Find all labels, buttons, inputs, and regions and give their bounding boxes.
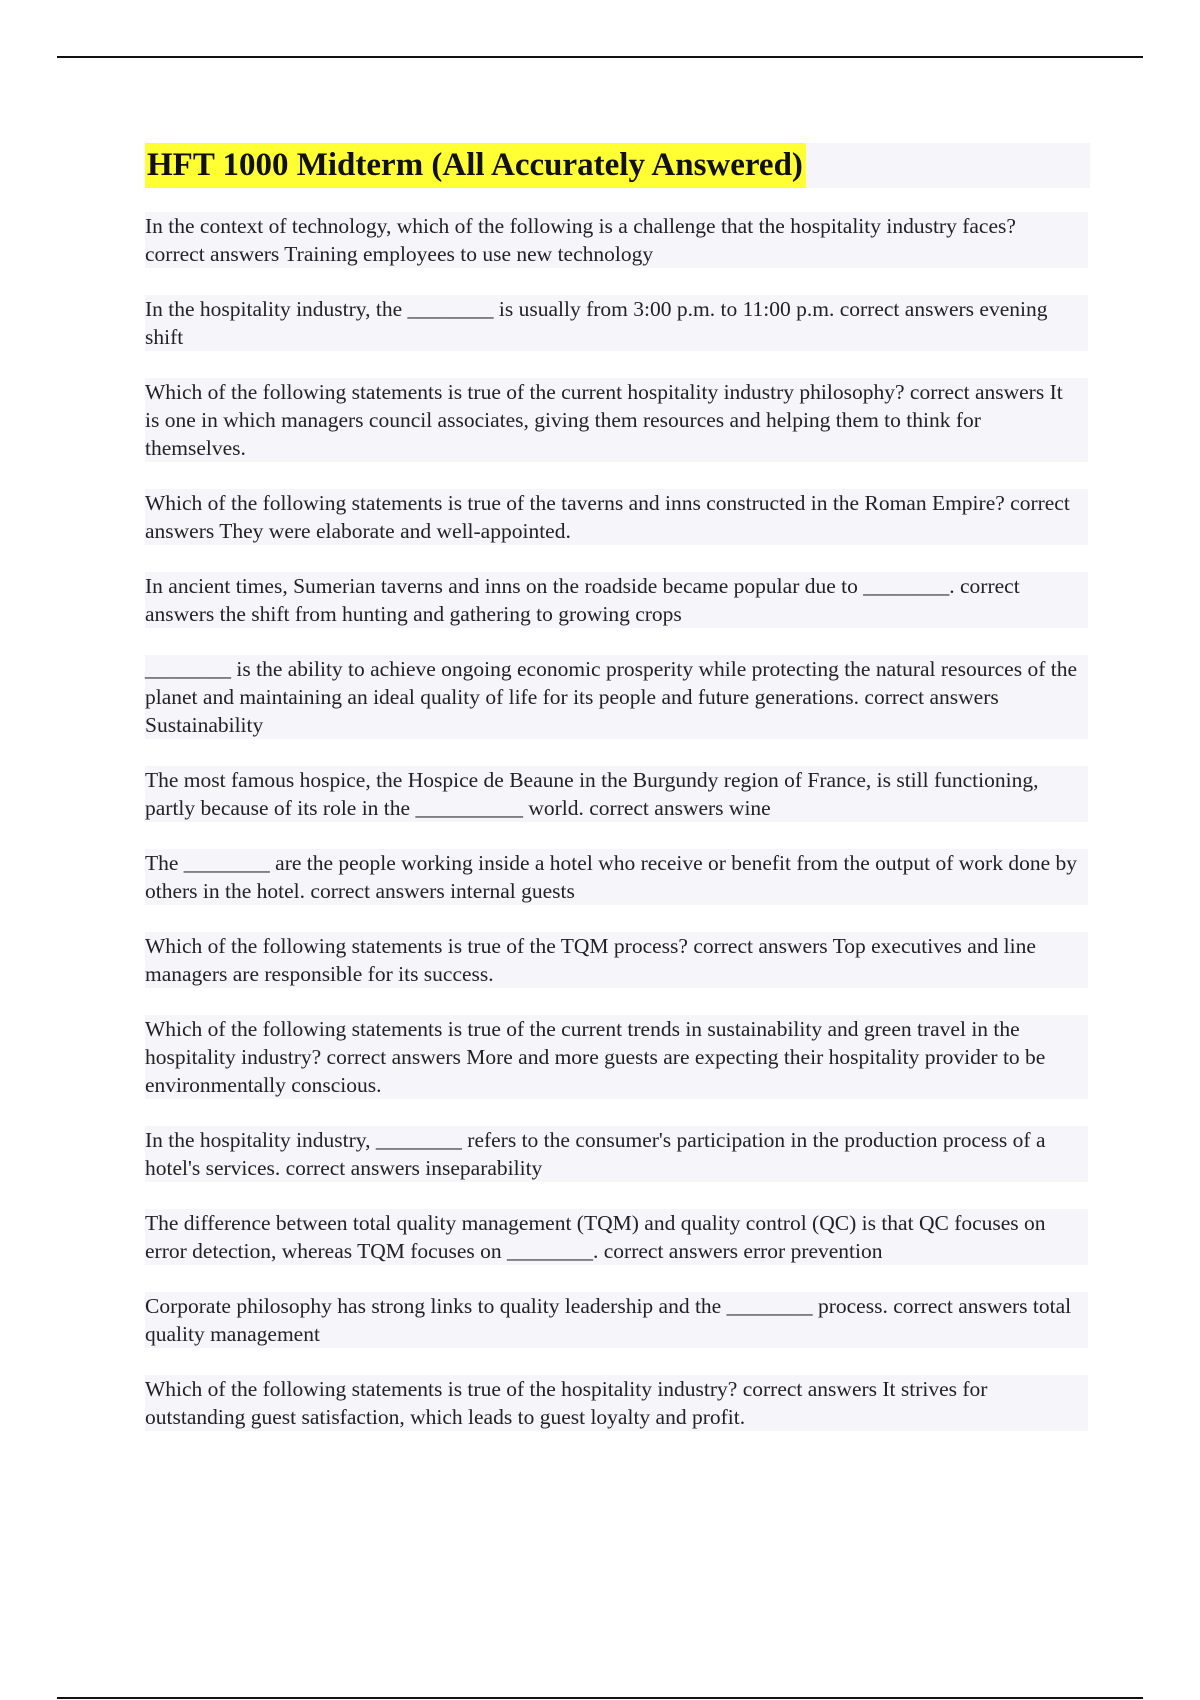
document-title: HFT 1000 Midterm (All Accurately Answered) [145, 143, 806, 188]
qa-item: Which of the following statements is true of the current trends in sustainability and green travel in the hospitality industry? correct answers More and more guests are expecting their hospitality provider to be environmentally conscious. [145, 1015, 1088, 1099]
qa-item: The ________ are the people working inside a hotel who receive or benefit from the output of work done by others in the hotel. correct answers internal guests [145, 849, 1088, 905]
qa-item: Which of the following statements is true of the current hospitality industry philosophy? correct answers It is one in which managers council associates, giving them resources and helping them to think for themselves. [145, 378, 1088, 462]
top-divider [57, 56, 1143, 58]
qa-item: Which of the following statements is true of the hospitality industry? correct answers It strives for outstanding guest satisfaction, which leads to guest loyalty and profit. [145, 1375, 1088, 1431]
qa-item: The most famous hospice, the Hospice de Beaune in the Burgundy region of France, is still functioning, partly because of its role in the __________ world. correct answers wine [145, 766, 1088, 822]
bottom-divider [57, 1697, 1143, 1699]
document-page [145, 143, 1090, 1458]
qa-item: ________ is the ability to achieve ongoing economic prosperity while protecting the natural resources of the planet and maintaining an ideal quality of life for its people and future generations. correct answers Sustainability [145, 655, 1088, 739]
qa-item: Corporate philosophy has strong links to quality leadership and the ________ process. correct answers total quality management [145, 1292, 1088, 1348]
qa-item: Which of the following statements is true of the TQM process? correct answers Top executives and line managers are responsible for its success. [145, 932, 1088, 988]
qa-item: In the context of technology, which of the following is a challenge that the hospitality industry faces? correct answers Training employees to use new technology [145, 212, 1088, 268]
qa-item: In the hospitality industry, ________ refers to the consumer's participation in the production process of a hotel's services. correct answers inseparability [145, 1126, 1088, 1182]
qa-item: Which of the following statements is true of the taverns and inns constructed in the Roman Empire? correct answers They were elaborate and well-appointed. [145, 489, 1088, 545]
qa-item: In the hospitality industry, the ________ is usually from 3:00 p.m. to 11:00 p.m. correct answers evening shift [145, 295, 1088, 351]
qa-item: The difference between total quality management (TQM) and quality control (QC) is that QC focuses on error detection, whereas TQM focuses on ________. correct answers error prevention [145, 1209, 1088, 1265]
title-bar [145, 143, 1090, 188]
qa-item: In ancient times, Sumerian taverns and inns on the roadside became popular due to ________. correct answers the shift from hunting and gathering to growing crops [145, 572, 1088, 628]
